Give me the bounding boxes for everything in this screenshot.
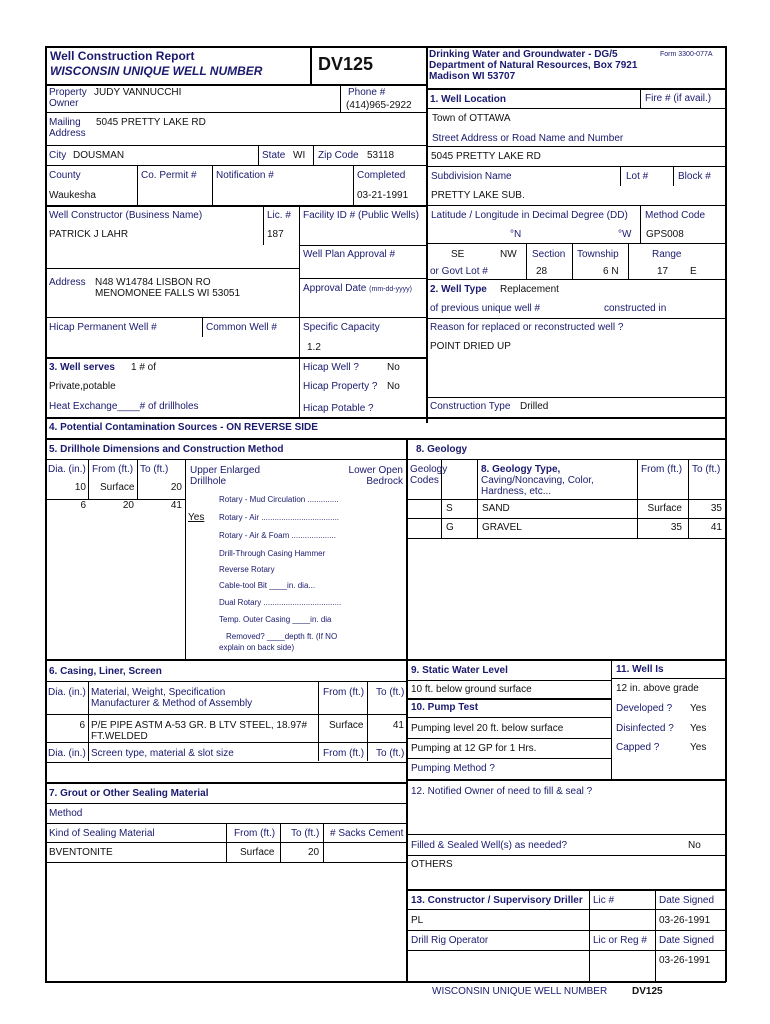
lic-label: Lic. # (267, 210, 291, 221)
lot-label: Lot # (626, 171, 649, 182)
agency-line2: Department of Natural Resources, Box 7921 (429, 60, 638, 71)
pump-test-title: 10. Pump Test (411, 702, 479, 713)
geology-code: S (446, 503, 453, 514)
casing-material1: P/E PIPE ASTM A-53 GR. B LTV STEEL, 18.97# (91, 720, 308, 731)
static-water-title: 9. Static Water Level (411, 665, 508, 676)
method-dual-rotary: Dual Rotary ................................... (219, 598, 342, 607)
screen-to-label: To (ft.) (376, 748, 405, 759)
location-section-title: 1. Well Location (430, 94, 506, 105)
lic-reg-label: Lic or Reg # (593, 935, 647, 946)
township-value: 6 N (603, 266, 619, 277)
drillhole-from-label: From (ft.) (92, 464, 134, 475)
geology-type-label2: Caving/Noncaving, Color, (481, 475, 594, 486)
fire-label: Fire # (if avail.) (645, 93, 712, 104)
casing-from-label: From (ft.) (323, 687, 365, 698)
constructor-address-label: Address (49, 277, 86, 288)
phone-value: (414)965-2922 (346, 100, 412, 111)
sealing-kind-value: BVENTONITE (49, 847, 113, 858)
state-value: WI (293, 150, 306, 161)
drillhole-to: 41 (170, 500, 182, 511)
constructed-in-label: constructed in (604, 303, 667, 314)
casing-title: 6. Casing, Liner, Screen (49, 666, 162, 677)
form-subtitle: WISCONSIN UNIQUE WELL NUMBER (50, 64, 263, 78)
geology-title: 8. Geology (416, 444, 468, 455)
common-well-label: Common Well # (206, 322, 277, 333)
screen-dia-label: Dia. (in.) (48, 748, 86, 759)
quarter-quarter: SE (451, 249, 465, 260)
signature-lic-label: Lic # (593, 895, 615, 906)
grout-from-value: Surface (240, 847, 275, 858)
date-signed-label: Date Signed (659, 895, 715, 906)
mailing-address: 5045 PRETTY LAKE RD (96, 117, 206, 128)
latitude-unit: °N (510, 229, 522, 240)
geology-type-label1: 8. Geology Type, (481, 464, 561, 475)
zip-value: 53118 (367, 150, 395, 161)
operator-date-value: 03-26-1991 (659, 955, 711, 966)
header-well-number: DV125 (318, 54, 374, 74)
completed-date: 03-21-1991 (357, 190, 409, 201)
range-value: 17 (657, 266, 669, 277)
quarter: NW (500, 249, 517, 260)
lower-open-label: Lower Open (348, 465, 403, 476)
hicap-property-value: No (387, 381, 400, 392)
casing-from: Surface (329, 720, 364, 731)
method-cable-tool: Cable-tool Bit ____in. dia... (219, 581, 316, 590)
city-value: DOUSMAN (73, 150, 125, 161)
disinfected-label: Disinfected ? (616, 723, 674, 734)
business-label: Well Constructor (Business Name) (49, 210, 203, 221)
property-label: Property (49, 87, 87, 98)
contamination-title: 4. Potential Contamination Sources - ON REVERSE SIDE (49, 422, 318, 433)
drillhole-from: Surface (100, 482, 135, 493)
range-label: Range (652, 249, 682, 260)
notification-label: Notification # (216, 170, 274, 181)
geology-codes-label1: Geology (410, 464, 448, 475)
geology-type: SAND (482, 503, 510, 514)
permit-label: Co. Permit # (141, 170, 197, 181)
casing-dia-label: Dia. (in.) (48, 687, 86, 698)
above-grade-value: 12 in. above grade (616, 683, 699, 694)
upper-enlarged-label: Upper Enlarged (190, 465, 261, 476)
well-serves-type: Private,potable (49, 381, 116, 392)
county-label: County (49, 170, 81, 181)
pumping-method-label: Pumping Method ? (411, 763, 495, 774)
grout-title: 7. Grout or Other Sealing Material (49, 788, 209, 799)
subdivision-label: Subdivision Name (431, 171, 512, 182)
drillhole-title: 5. Drillhole Dimensions and Construction Method (49, 444, 284, 455)
method-casing-hammer: Drill-Through Casing Hammer (219, 549, 326, 558)
construction-type-label: Construction Type (430, 401, 511, 412)
lower-bedrock-label: Bedrock (366, 476, 403, 487)
grout-method-label: Method (49, 808, 83, 819)
city-label: City (49, 150, 67, 161)
facility-label: Facility ID # (Public Wells) (303, 210, 419, 221)
geology-from: 35 (670, 522, 682, 533)
pumping-level: Pumping level 20 ft. below surface (411, 723, 564, 734)
section-value: 28 (536, 266, 548, 277)
mailing-address-label: Address (49, 128, 86, 139)
geology-to: 41 (710, 522, 722, 533)
previous-well-label: of previous unique well # (430, 303, 541, 314)
screen-label: Screen type, material & slot size (91, 748, 234, 759)
signature-title: 13. Constructor / Supervisory Driller (411, 895, 583, 906)
geology-codes-label2: Codes (410, 475, 439, 486)
static-water-value: 10 ft. below ground surface (411, 684, 532, 695)
plan-approval-label: Well Plan Approval # (303, 249, 396, 260)
capacity-label: Specific Capacity (303, 322, 380, 333)
constructor-address2: MENOMONEE FALLS WI 53051 (95, 288, 241, 299)
drillhole-dia: 6 (80, 500, 86, 511)
removed-line1: Removed? ____depth ft. (If NO (226, 632, 338, 641)
geology-to-label: To (ft.) (692, 464, 721, 475)
drillhole-to-label: To (ft.) (140, 464, 169, 475)
geology-to: 35 (710, 503, 722, 514)
rotary-air-yes-mark: Yes (188, 512, 205, 523)
developed-label: Developed ? (616, 703, 673, 714)
form-number: Form 3300-077A (660, 51, 713, 58)
well-serves-count: 1 # of (131, 362, 157, 373)
capped-value: Yes (690, 742, 707, 753)
capacity-value: 1.2 (307, 342, 321, 353)
method-reverse-rotary: Reverse Rotary (219, 565, 275, 574)
developed-value: Yes (690, 703, 707, 714)
approval-date-label: Approval Date (mm-dd-yyyy) (303, 283, 412, 294)
construction-type-value: Drilled (520, 401, 549, 412)
business-name: PATRICK J LAHR (49, 229, 129, 240)
method-mud-circulation: Rotary - Mud Circulation .............. (219, 495, 339, 504)
pumping-rate: Pumping at 12 GP for 1 Hrs. (411, 743, 537, 754)
casing-material2: FT.WELDED (91, 731, 148, 742)
zip-label: Zip Code (318, 150, 359, 161)
completed-label: Completed (357, 170, 406, 181)
footer-well-number: DV125 (632, 986, 663, 997)
drillhole-dia-label: Dia. (in.) (48, 464, 86, 475)
filled-sealed-label: Filled & Sealed Well(s) as needed? (411, 840, 568, 851)
driller-initials: PL (411, 915, 424, 926)
approval-date-format: (mm-dd-yyyy) (369, 286, 412, 293)
well-type-title: 2. Well Type (430, 284, 487, 295)
latlong-label: Latitude / Longitude in Decimal Degree (DD) (431, 210, 628, 221)
agency-line1: Drinking Water and Groundwater - DG/5 (429, 49, 618, 60)
town-value: Town of OTTAWA (432, 113, 511, 124)
method-air-foam: Rotary - Air & Foam .................... (219, 531, 336, 540)
method-code-label: Method Code (645, 210, 706, 221)
sacks-cement-label: # Sacks Cement (330, 828, 404, 839)
capped-label: Capped ? (616, 742, 660, 753)
heat-exchange-label: Heat Exchange____# of drillholes (49, 401, 199, 412)
geology-code: G (446, 522, 454, 533)
well-serves-title: 3. Well serves (49, 362, 115, 373)
section-label: Section (532, 249, 566, 260)
longitude-unit: °W (618, 229, 632, 240)
hicap-permanent-label: Hicap Permanent Well # (49, 322, 157, 333)
geology-type-label3: Hardness, etc... (481, 486, 552, 497)
drillhole-dia: 10 (74, 482, 86, 493)
others-value: OTHERS (411, 859, 453, 870)
owner-label: Owner (49, 98, 79, 109)
state-label: State (262, 150, 286, 161)
block-label: Block # (678, 171, 711, 182)
hicap-well-value: No (387, 362, 400, 373)
hicap-property-label: Hicap Property ? (303, 381, 378, 392)
reason-value: POINT DRIED UP (430, 341, 511, 352)
phone-label: Phone # (348, 87, 386, 98)
filled-sealed-value: No (688, 840, 701, 851)
agency-line3: Madison WI 53707 (429, 71, 516, 82)
drillhole-to: 20 (170, 482, 182, 493)
form-title: Well Construction Report (50, 49, 195, 63)
constructor-address1: N48 W14784 LISBON RO (95, 277, 211, 288)
casing-material-label1: Material, Weight, Specification (91, 687, 226, 698)
geology-type: GRAVEL (482, 522, 522, 533)
govt-lot-label: or Govt Lot # (430, 266, 488, 277)
removed-line2: explain on back side) (219, 643, 295, 652)
upper-drillhole-label: Drillhole (190, 476, 227, 487)
county-value: Waukesha (49, 190, 96, 201)
method-temp-casing: Temp. Outer Casing ____in. dia (219, 615, 332, 624)
grout-to-value: 20 (308, 847, 320, 858)
geology-from-label: From (ft.) (641, 464, 683, 475)
rig-operator-label: Drill Rig Operator (411, 935, 489, 946)
owner-name: JUDY VANNUCCHI (94, 87, 182, 98)
well-is-title: 11. Well Is (616, 664, 664, 675)
grout-from-label: From (ft.) (234, 828, 276, 839)
lic-value: 187 (267, 229, 284, 240)
grout-to-label: To (ft.) (291, 828, 320, 839)
footer-label: WISCONSIN UNIQUE WELL NUMBER (432, 986, 608, 997)
geology-from: Surface (647, 503, 682, 514)
notified-title: 12. Notified Owner of need to fill & seal ? (411, 786, 593, 797)
operator-date-label: Date Signed (659, 935, 715, 946)
mailing-label: Mailing (49, 117, 81, 128)
drillhole-from: 20 (122, 500, 134, 511)
sealing-kind-label: Kind of Sealing Material (49, 828, 155, 839)
reason-label: Reason for replaced or reconstructed well ? (430, 322, 624, 333)
township-label: Township (577, 249, 619, 260)
method-rotary-air: Rotary - Air ................................... (219, 513, 340, 522)
hicap-potable-label: Hicap Potable ? (303, 403, 374, 414)
range-direction: E (690, 266, 697, 277)
casing-to: 41 (392, 720, 404, 731)
casing-dia: 6 (79, 720, 85, 731)
subdivision-value: PRETTY LAKE SUB. (431, 190, 525, 201)
well-type-value: Replacement (500, 284, 559, 295)
method-code-value: GPS008 (646, 229, 684, 240)
disinfected-value: Yes (690, 723, 707, 734)
casing-material-label2: Manufacturer & Method of Assembly (91, 698, 253, 709)
screen-from-label: From (ft.) (323, 748, 365, 759)
street-value: 5045 PRETTY LAKE RD (431, 151, 541, 162)
date-signed-value: 03-26-1991 (659, 915, 711, 926)
casing-to-label: To (ft.) (376, 687, 405, 698)
street-label: Street Address or Road Name and Number (432, 133, 624, 144)
hicap-well-label: Hicap Well ? (303, 362, 359, 373)
